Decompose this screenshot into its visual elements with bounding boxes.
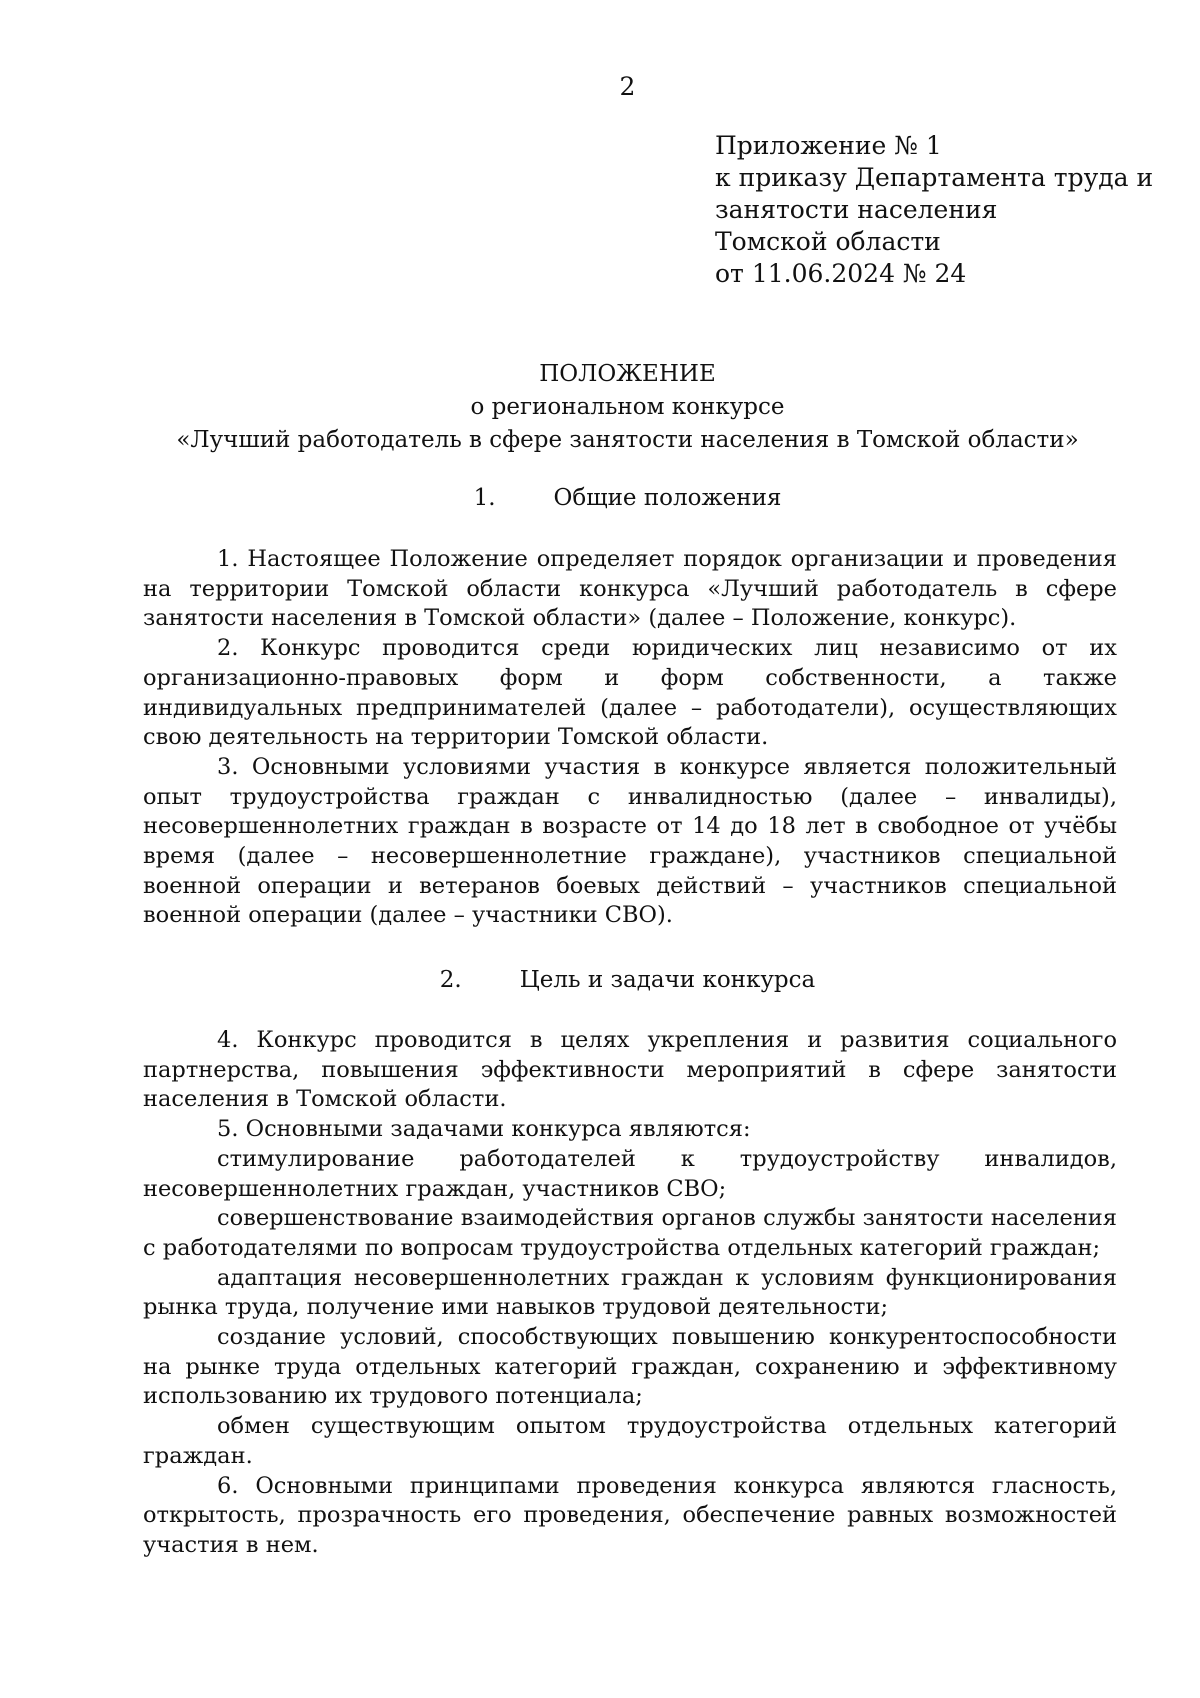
section-body xyxy=(143,1026,1117,1561)
paragraph: 4. Конкурс проводится в целях укрепления и развития социального партнерства, повышения эффективности мероприятий в сфере занятости населения в Томской области. xyxy=(143,1027,1117,1113)
paragraph: 3. Основными условиями участия в конкурсе является положительный опыт трудоустройства граждан с инвалидностью (далее – инвалиды), несовершеннолетних граждан в возрасте от 14 до 18 лет в свободное от учёбы время (далее – несовершеннолетние граждане), участников специальной военной операции и ветеранов боевых действий – участников специальной военной операции (далее – участники СВО). xyxy=(143,753,1117,929)
title-heading: ПОЛОЖЕНИЕ xyxy=(539,361,716,387)
section-title: Общие положения xyxy=(553,485,782,511)
section-title: Цель и задачи конкурса xyxy=(519,967,816,993)
section-number: 1. xyxy=(473,485,496,511)
page-number: 2 xyxy=(619,72,636,101)
appendix-line: от 11.06.2024 № 24 xyxy=(715,259,967,288)
appendix-line: Томской области xyxy=(715,227,941,256)
appendix-line: занятости населения xyxy=(715,195,998,224)
paragraph: 5. Основными задачами конкурса являются: xyxy=(217,1116,751,1143)
paragraph: 2. Конкурс проводится среди юридических лиц независимо от их организационно-правовых форм и форм собственности, а также индивидуальных предпринимателей (далее – работодатели), осуществляющих свою деятельность на территории Томской области. xyxy=(143,635,1117,751)
appendix-line: Приложение № 1 xyxy=(715,131,942,160)
appendix-line: к приказу Департамента труда и xyxy=(715,163,1154,192)
paragraph: адаптация несовершеннолетних граждан к условиям функционирования рынка труда, получение ими навыков трудовой деятельности; xyxy=(143,1264,1117,1321)
section-heading xyxy=(0,965,1200,995)
appendix-header xyxy=(715,130,1155,290)
section-number: 2. xyxy=(439,967,462,993)
paragraph: 6. Основными принципами проведения конкурса являются гласность, открытость, прозрачность его проведения, обеспечение равных возможностей участия в нем. xyxy=(143,1472,1117,1558)
paragraph: 1. Настоящее Положение определяет порядок организации и проведения на территории Томской области конкурса «Лучший работодатель в сфере занятости населения в Томской области» (далее – Положение, конкурс). xyxy=(143,546,1117,632)
paragraph: создание условий, способствующих повышению конкурентоспособности на рынке труда отдельных категорий граждан, сохранению и эффективному использованию их трудового потенциала; xyxy=(143,1324,1117,1410)
section-body xyxy=(143,545,1117,931)
document-title xyxy=(0,358,1200,457)
paragraph: совершенствование взаимодействия органов службы занятости населения с работодателями по вопросам трудоустройства отдельных категорий граждан; xyxy=(143,1205,1117,1261)
title-subheading: о региональном конкурсе xyxy=(470,394,785,420)
paragraph: обмен существующим опытом трудоустройства отдельных категорий граждан. xyxy=(143,1413,1117,1469)
paragraph: стимулирование работодателей к трудоустройству инвалидов, несовершеннолетних граждан, участников СВО; xyxy=(143,1145,1117,1202)
section-heading xyxy=(0,483,1200,513)
title-name: «Лучший работодатель в сфере занятости населения в Томской области» xyxy=(176,427,1079,453)
